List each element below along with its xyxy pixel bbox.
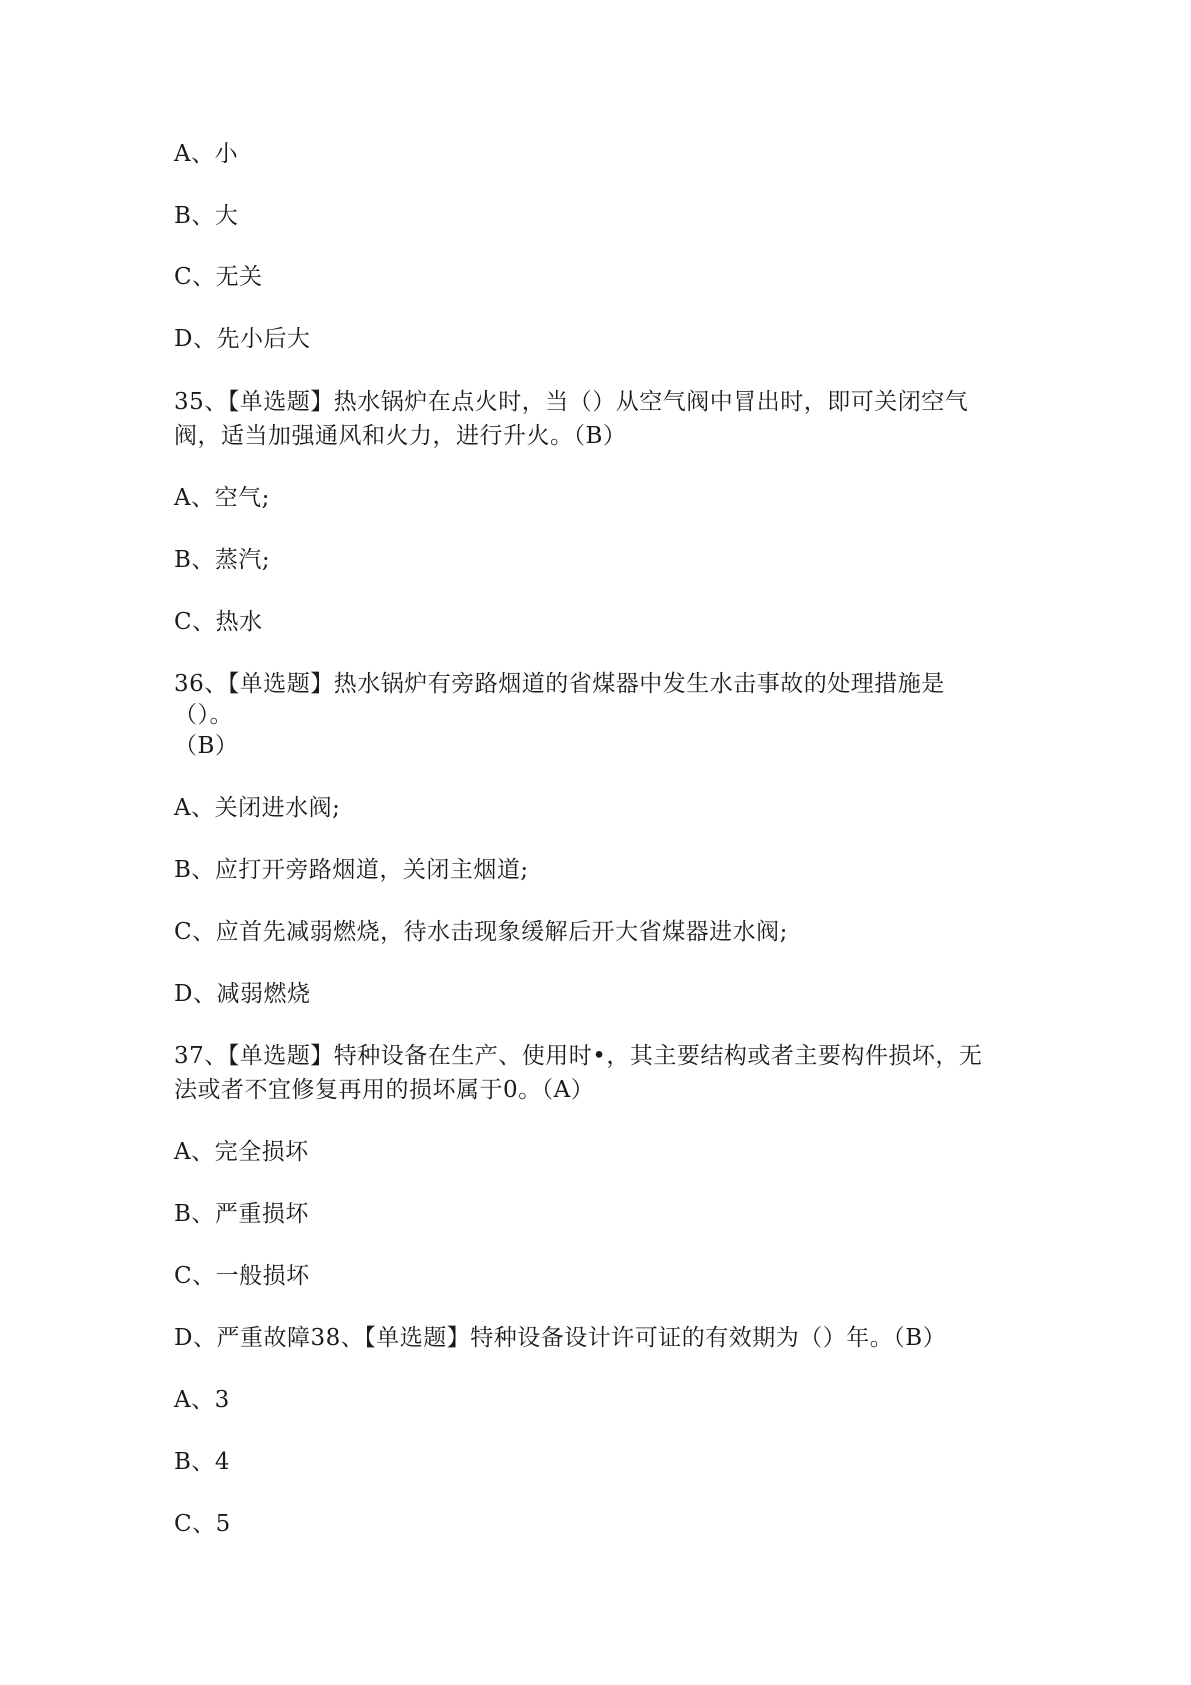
q36-option-d: D、减弱燃烧 (174, 981, 311, 1007)
question-35-line-2: 阀，适当加强通风和火力，进行升火。（B） (174, 423, 627, 449)
question-35-line-1: 35、【单选题】热水锅炉在点火时，当（）从空气阀中冒出时，即可关闭空气 (174, 389, 969, 415)
option-c-unrelated: C、无关 (174, 264, 263, 290)
q38-option-b: B、4 (174, 1449, 231, 1475)
q36-option-b: B、应打开旁路烟道，关闭主烟道; (174, 857, 529, 883)
option-b-large: B、大 (174, 203, 239, 229)
option-d-small-then-large: D、先小后大 (174, 326, 311, 352)
q35-option-a: A、空气; (174, 485, 270, 511)
q37-option-a: A、完全损坏 (174, 1139, 309, 1165)
question-37-line-1: 37、【单选题】特种设备在生产、使用时•，其主要结构或者主要构件损坏，无 (174, 1043, 983, 1069)
q37-option-d-and-question-38: D、严重故障38、【单选题】特种设备设计许可证的有效期为（）年。（B） (174, 1325, 947, 1351)
q38-option-a: A、3 (174, 1387, 230, 1413)
q36-option-c: C、应首先减弱燃烧，待水击现象缓解后开大省煤器进水阀; (174, 919, 788, 945)
q35-option-c: C、热水 (174, 609, 263, 635)
q38-option-c: C、5 (174, 1511, 231, 1537)
question-36-line-2: （）。 (174, 702, 233, 728)
q35-option-b: B、蒸汽; (174, 547, 271, 573)
q36-option-a: A、关闭进水阀; (174, 795, 341, 821)
option-a-small: A、小 (174, 141, 239, 167)
question-37-line-2: 法或者不宜修复再用的损坏属于0。（A） (174, 1077, 595, 1103)
q37-option-b: B、严重损坏 (174, 1201, 309, 1227)
question-36-line-1: 36、【单选题】热水锅炉有旁路烟道的省煤器中发生水击事故的处理措施是 (174, 671, 945, 697)
q37-option-c: C、一般损坏 (174, 1263, 310, 1289)
question-36-answer: （B） (174, 733, 239, 759)
